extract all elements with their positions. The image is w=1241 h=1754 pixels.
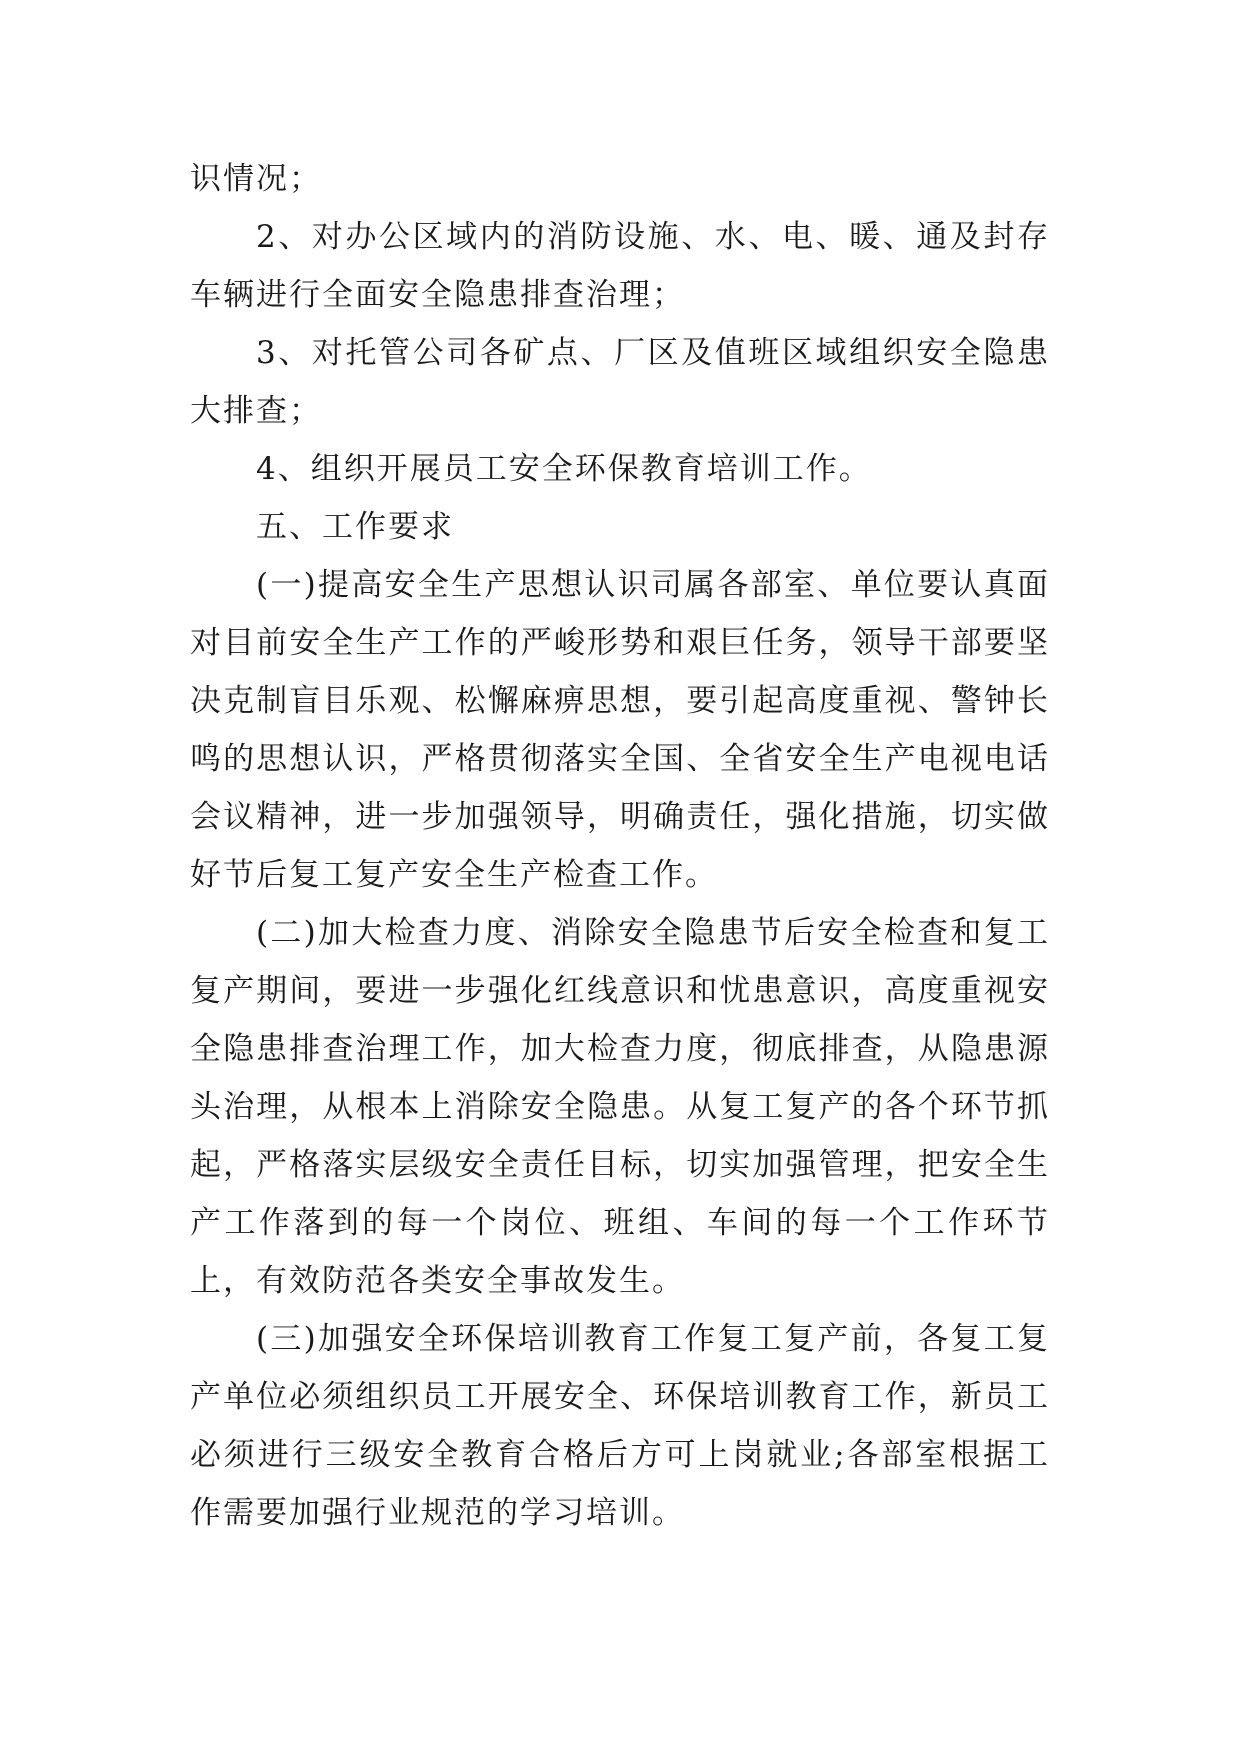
paragraph-item-3: 3、对托管公司各矿点、厂区及值班区域组织安全隐患大排查； (190, 335, 1050, 429)
paragraph-item-2: 2、对办公区域内的消防设施、水、电、暖、通及封存车辆进行全面安全隐患排查治理； (190, 219, 1050, 313)
document-body (190, 150, 1050, 1542)
paragraph-requirement-1: (一)提高安全生产思想认识司属各部室、单位要认真面对目前安全生产工作的严峻形势和艰巨任务，领导干部要坚决克制盲目乐观、松懈麻痹思想，要引起高度重视、警钟长鸣的思想认识，严格贯彻落实全国、全省安全生产电视电话会议精神，进一步加强领导，明确责任，强化措施，切实做好节后复工复产安全生产检查工作。 (190, 567, 1050, 893)
paragraph-requirement-2: (二)加大检查力度、消除安全隐患节后安全检查和复工复产期间，要进一步强化红线意识和忧患意识，高度重视安全隐患排查治理工作，加大检查力度，彻底排查，从隐患源头治理，从根本上消除安全隐患。从复工复产的各个环节抓起，严格落实层级安全责任目标，切实加强管理，把安全生产工作落到的每一个岗位、班组、车间的每一个工作环节上，有效防范各类安全事故发生。 (190, 915, 1050, 1299)
section-heading-requirements: 五、工作要求 (256, 509, 454, 545)
paragraph-item-4: 4、组织开展员工安全环保教育培训工作。 (256, 451, 872, 487)
paragraph-continuation: 识情况； (190, 161, 322, 197)
paragraph-requirement-3: (三)加强安全环保培训教育工作复工复产前，各复工复产单位必须组织员工开展安全、环保培训教育工作，新员工必须进行三级安全教育合格后方可上岗就业;各部室根据工作需要加强行业规范的学习培训。 (190, 1321, 1050, 1531)
